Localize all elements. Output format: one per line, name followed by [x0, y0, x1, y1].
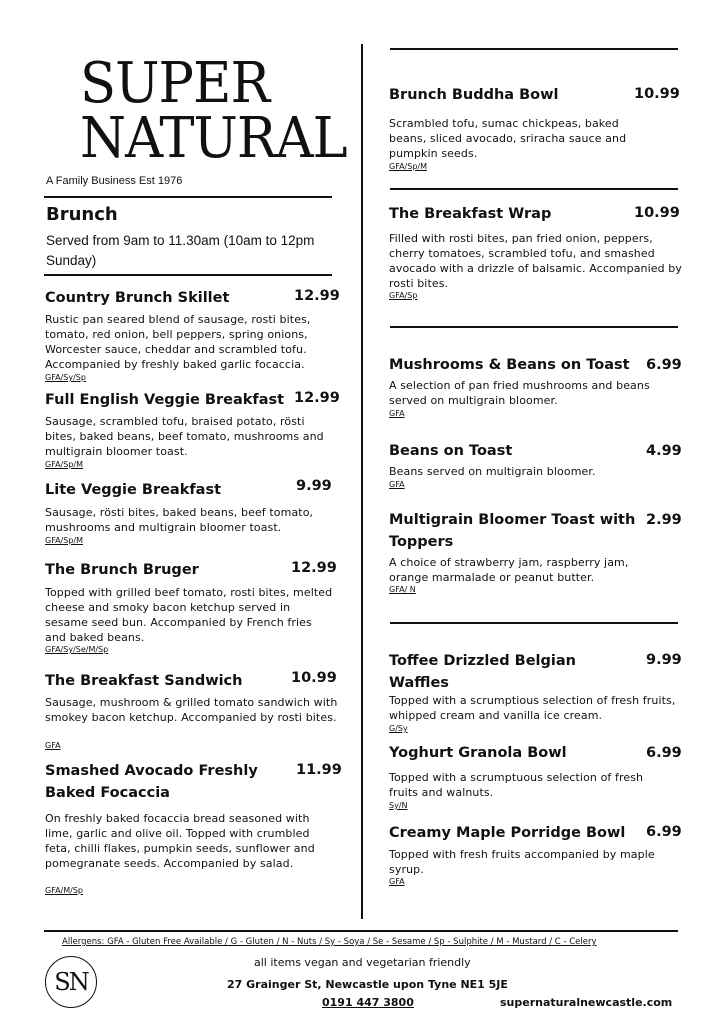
- item-description: Scrambled tofu, sumac chickpeas, baked beans, sliced avocado, sriracha sauce and pumpkin seeds.: [389, 117, 627, 160]
- item-description: Rustic pan seared blend of sausage, rosti bites, tomato, red onion, bell peppers, spring onions, Worcester sauce, cheddar and scrambled tofu. Accompanied by freshly baked garlic focaccia.: [45, 313, 311, 371]
- item-description: Topped with a scrumptuous selection of fresh fruits and walnuts.: [389, 771, 644, 799]
- allergen-legend: Allergens: GFA - Gluten Free Available / G - Gluten / N - Nuts / Sy - Soya / Se - Sesame / Sp - Sulphite / M - Mustard / C - Celery: [62, 937, 597, 947]
- item-description: On freshly baked focaccia bread seasoned with lime, garlic and olive oil. Topped with crumbled feta, chilli flakes, pumpkin seeds, sunflower and pomegranate seeds. Accompanied by salad.: [45, 812, 315, 870]
- brand-logo: [80, 51, 347, 171]
- item-name: Mushrooms & Beans on Toast: [389, 357, 630, 373]
- item-allergen-tag: Sy/N: [389, 801, 408, 810]
- item-allergen-tag: GFA/Sp/M: [45, 460, 83, 469]
- item-price: 2.99: [646, 512, 682, 528]
- item-allergen-tag: G/Sy: [389, 724, 408, 733]
- item-price: 9.99: [296, 478, 332, 494]
- monogram-logo: SN: [45, 956, 97, 1008]
- brand-logo-line2: NATURAL: [80, 106, 347, 171]
- item-price: 10.99: [634, 205, 680, 221]
- item-price: 12.99: [294, 390, 340, 406]
- item-name: Multigrain Bloomer Toast with Toppers: [389, 512, 636, 550]
- brand-tagline: A Family Business Est 1976: [46, 175, 183, 187]
- address: 27 Grainger St, Newcastle upon Tyne NE1 5JE: [227, 978, 508, 991]
- item-description: Beans served on multigrain bloomer.: [389, 465, 596, 478]
- item-allergen-tag: GFA/Sy/Se/M/Sp: [45, 645, 109, 654]
- item-name: Lite Veggie Breakfast: [45, 482, 222, 498]
- item-price: 4.99: [646, 443, 682, 459]
- item-allergen-tag: GFA: [389, 480, 405, 489]
- item-allergen-tag: GFA: [389, 877, 405, 886]
- item-name: Smashed Avocado Freshly Baked Focaccia: [45, 763, 258, 801]
- item-price: 6.99: [646, 745, 682, 761]
- website-link[interactable]: supernaturalnewcastle.com: [500, 996, 673, 1009]
- item-allergen-tag: GFA/Sp: [389, 291, 418, 300]
- item-price: 12.99: [294, 288, 340, 304]
- divider: [390, 622, 678, 624]
- item-description: Sausage, scrambled tofu, braised potato, rösti bites, baked beans, beef tomato, mushrooms and multigrain bloomer toast.: [45, 415, 324, 458]
- item-name: Brunch Buddha Bowl: [389, 87, 559, 103]
- brand-logo-line1: SUPER: [80, 51, 270, 116]
- item-name: The Brunch Bruger: [45, 562, 199, 578]
- item-allergen-tag: GFA/Sp/M: [45, 536, 83, 545]
- item-allergen-tag: GFA/ N: [389, 585, 416, 594]
- item-allergen-tag: GFA/M/Sp: [45, 886, 83, 895]
- vegan-note: all items vegan and vegetarian friendly: [254, 956, 471, 969]
- divider: [44, 196, 332, 198]
- item-description: A selection of pan fried mushrooms and beans served on multigrain bloomer.: [389, 379, 650, 407]
- item-price: 6.99: [646, 824, 682, 840]
- item-allergen-tag: GFA: [389, 409, 405, 418]
- item-description: Topped with fresh fruits accompanied by maple syrup.: [389, 848, 655, 876]
- section-subtitle: Served from 9am to 11.30am (10am to 12pm Sunday): [46, 233, 315, 268]
- item-description: Topped with a scrumptious selection of fresh fruits, whipped cream and vanilla ice cream.: [389, 694, 676, 722]
- divider: [390, 48, 678, 50]
- phone-link[interactable]: 0191 447 3800: [322, 996, 414, 1009]
- column-divider: [361, 44, 363, 919]
- item-description: A choice of strawberry jam, raspberry jam, orange marmalade or peanut butter.: [389, 556, 629, 584]
- item-name: The Breakfast Wrap: [389, 206, 552, 222]
- divider: [390, 326, 678, 328]
- item-name: Beans on Toast: [389, 443, 513, 459]
- divider: [44, 274, 332, 276]
- item-allergen-tag: GFA/Sp/M: [389, 162, 427, 171]
- item-description: Sausage, mushroom & grilled tomato sandwich with smokey bacon ketchup. Accompanied by rosti bites.: [45, 696, 338, 724]
- item-name: Yoghurt Granola Bowl: [389, 745, 567, 761]
- item-price: 10.99: [634, 86, 680, 102]
- item-name: The Breakfast Sandwich: [45, 673, 243, 689]
- item-price: 10.99: [291, 670, 337, 686]
- item-allergen-tag: GFA: [45, 741, 61, 750]
- item-price: 9.99: [646, 652, 682, 668]
- item-name: Full English Veggie Breakfast: [45, 392, 285, 408]
- item-price: 11.99: [296, 762, 342, 778]
- item-allergen-tag: GFA/Sy/Sp: [45, 373, 86, 382]
- divider: [390, 188, 678, 190]
- item-price: 6.99: [646, 357, 682, 373]
- item-description: Filled with rosti bites, pan fried onion, peppers, cherry tomatoes, scrambled tofu, and smashed avocado with a drizzle of balsamic. Accompanied by rosti bites.: [389, 232, 683, 290]
- item-price: 12.99: [291, 560, 337, 576]
- item-name: Creamy Maple Porridge Bowl: [389, 825, 626, 841]
- item-name: Toffee Drizzled Belgian Waffles: [389, 653, 576, 691]
- item-name: Country Brunch Skillet: [45, 290, 230, 306]
- section-title: Brunch: [46, 204, 118, 225]
- divider: [44, 930, 678, 932]
- item-description: Topped with grilled beef tomato, rosti bites, melted cheese and smoky bacon ketchup served in sesame seed bun. Accompanied by French fries and baked beans.: [45, 586, 333, 644]
- item-description: Sausage, rösti bites, baked beans, beef tomato, mushrooms and multigrain bloomer toast.: [45, 506, 314, 534]
